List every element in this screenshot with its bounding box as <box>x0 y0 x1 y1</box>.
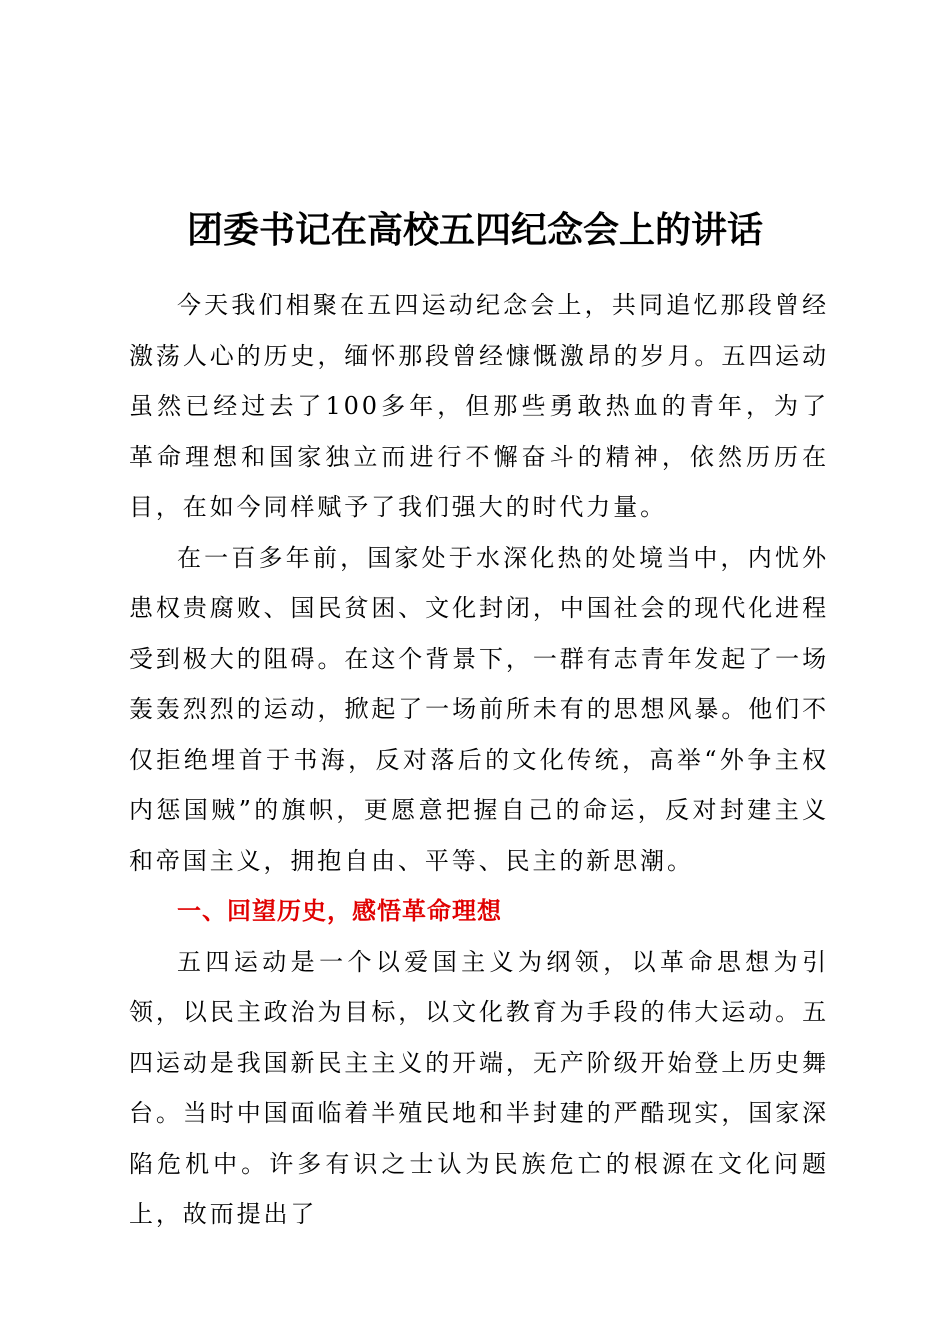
intro-paragraph-1: 今天我们相聚在五四运动纪念会上，共同追忆那段曾经激荡人心的历史，缅怀那段曾经慷慨激昂的岁月。五四运动虽然已经过去了100多年，但那些勇敢热血的青年，为了革命理想和国家独立而进行不懈奋斗的精神，依然历历在目，在如今同样赋予了我们强大的时代力量。 <box>129 291 829 521</box>
section-heading: 一、回望历史，感悟革命理想 <box>177 897 502 925</box>
document-title: 团委书记在高校五四纪念会上的讲话 <box>186 209 763 251</box>
section-paragraph-1: 五四运动是一个以爱国主义为纲领，以革命思想为引领，以民主政治为目标，以文化教育为手段的伟大运动。五四运动是我国新民主主义的开端，无产阶级开始登上历史舞台。当时中国面临着半殖民地和半封建的严酷现实，国家深陷危机中。许多有识之士认为民族危亡的根源在文化问题上，故而提出了 <box>129 947 829 1228</box>
document-body <box>129 280 829 1240</box>
intro-paragraph-2: 在一百多年前，国家处于水深化热的处境当中，内忧外患权贵腐败、国民贫困、文化封闭，中国社会的现代化进程受到极大的阻碍。在这个背景下，一群有志青年发起了一场轰轰烈烈的运动，掀起了一场前所未有的思想风暴。他们不仅拒绝埋首于书海，反对落后的文化传统，高举“外争主权内惩国贼”的旗帜，更愿意把握自己的命运，反对封建主义和帝国主义，拥抱自由、平等、民主的新思潮。 <box>129 543 829 875</box>
